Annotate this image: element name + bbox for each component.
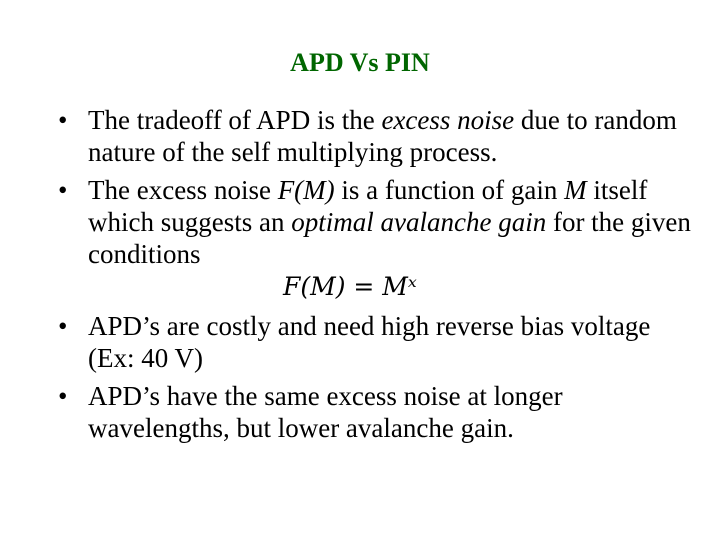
bullet-text: The tradeoff of APD is the xyxy=(88,105,382,135)
bullet-emphasis: M xyxy=(564,175,587,205)
bullet-marker: • xyxy=(58,105,68,135)
bullet-emphasis: optimal avalanche gain xyxy=(291,207,547,237)
bullet-marker: • xyxy=(58,311,68,341)
bullet-item-excess-noise xyxy=(58,174,698,304)
bullet-marker: • xyxy=(58,175,68,205)
bullet-item-tradeoff xyxy=(58,104,698,168)
bullet-text: for the given conditions xyxy=(88,207,691,269)
bullet-text: itself which suggests an xyxy=(88,175,648,237)
bullet-emphasis: F(M) xyxy=(277,175,335,205)
bullet-emphasis: excess noise xyxy=(381,105,515,135)
bullet-text: The excess noise xyxy=(88,175,278,205)
bullet-text: APD’s have the same excess noise at longer wavelengths, but lower avalanche gain. xyxy=(88,381,563,443)
bullet-list xyxy=(58,104,698,450)
bullet-item-cost xyxy=(58,310,698,374)
bullet-text: is a function of gain xyxy=(334,175,565,205)
bullet-marker: • xyxy=(58,381,68,411)
bullet-item-wavelength xyxy=(58,380,698,444)
bullet-text: APD’s are costly and need high reverse bias voltage (Ex: 40 V) xyxy=(88,311,651,373)
bullet-text: due to random nature of the self multiplying process. xyxy=(88,105,677,167)
equation: F(M) = Mˣ xyxy=(283,272,417,301)
slide-title: APD Vs PIN xyxy=(290,48,430,77)
